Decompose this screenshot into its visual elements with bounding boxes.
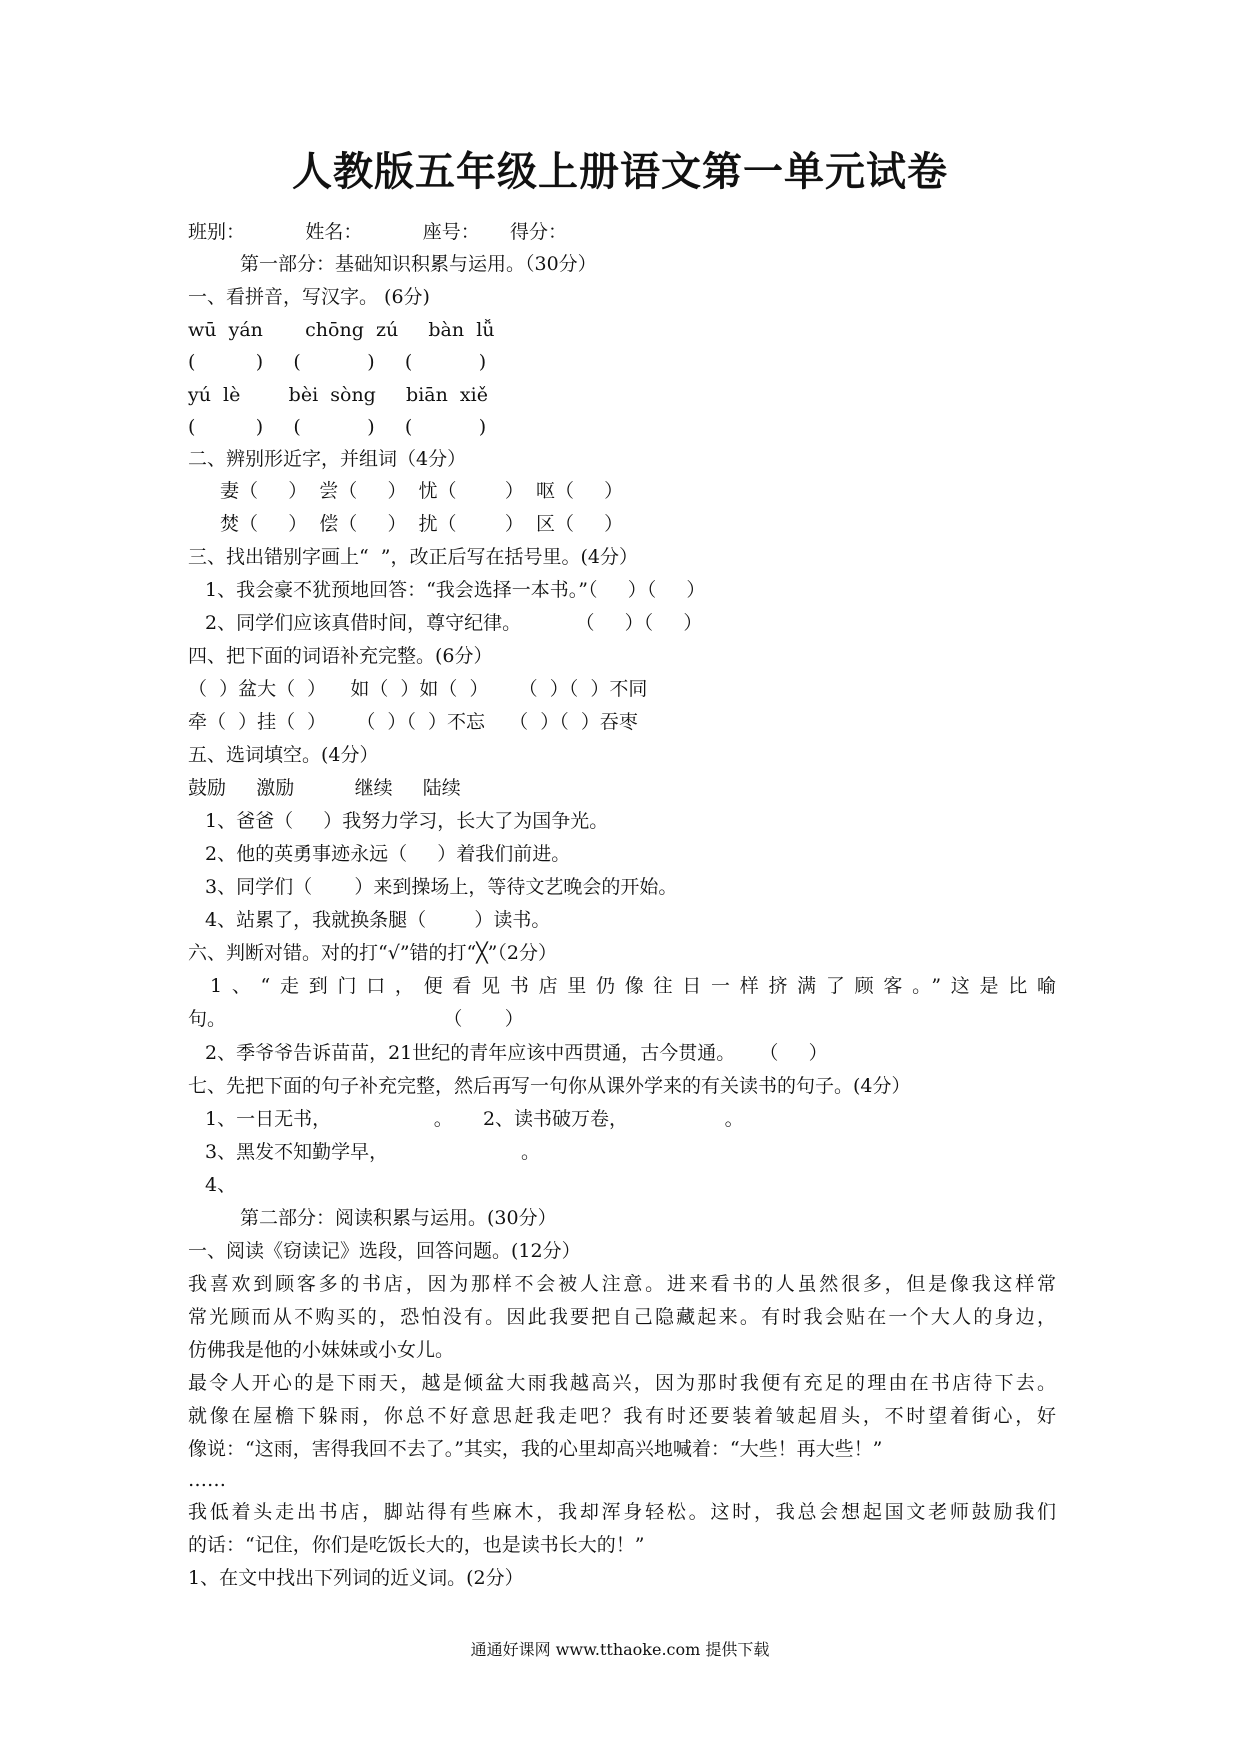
- reading-p2-line1: 最令人开心的是下雨天，越是倾盆大雨我越高兴，因为那时我便有充足的理由在书店待下去。: [188, 1372, 1056, 1394]
- q7-title: 七、先把下面的句子补充完整，然后再写一句你从课外学来的有关读书的句子。(4分）: [188, 1075, 911, 1097]
- q2-row2[interactable]: 焚（ ） 偿（ ） 扰（ ） 区（ ）: [220, 513, 624, 535]
- q6-item1-line2[interactable]: 句。 （ ）: [188, 1008, 524, 1030]
- reading-title: 一、阅读《窃读记》选段，回答问题。(12分）: [188, 1240, 581, 1262]
- header-fields: 班别： 姓名： 座号： 得分：: [188, 221, 567, 243]
- part1-title: 第一部分：基础知识积累与运用。（30分）: [240, 253, 597, 275]
- q2-row1[interactable]: 妻（ ） 尝（ ） 忧（ ） 呕（ ）: [220, 480, 624, 502]
- reading-p3-line2: 的话：“记住，你们是吃饭长大的，也是读书长大的！”: [188, 1534, 645, 1556]
- q1-pinyin-row1: wū yán chōng zú bàn lǚ: [188, 319, 495, 341]
- reading-p1-line1: 我喜欢到顾客多的书店，因为那样不会被人注意。进来看书的人虽然很多，但是像我这样常: [188, 1273, 1056, 1295]
- reading-p2-line2: 就像在屋檐下躲雨，你总不好意思赶我走吧？我有时还要装着皱起眉头，不时望着街心，好: [188, 1405, 1056, 1427]
- q5-words: 鼓励 激励 继续 陆续: [188, 777, 461, 799]
- q3-title: 三、找出错别字画上“ ”，改正后写在括号里。(4分）: [188, 546, 639, 568]
- q5-item1[interactable]: 1、爸爸（ ）我努力学习，长大了为国争光。: [205, 810, 609, 832]
- q6-item2[interactable]: 2、季爷爷告诉苗苗，21世纪的青年应该中西贯通，古今贯通。 （ ）: [205, 1042, 828, 1064]
- q1-title: 一、看拼音，写汉字。 (6分): [188, 286, 430, 308]
- q4-row2[interactable]: 牵（ ）挂（ ） （ ）（ ）不忘 （ ）（ ）吞枣: [188, 711, 638, 733]
- reading-p1-line3: 仿佛我是他的小妹妹或小女儿。: [188, 1339, 455, 1361]
- q5-title: 五、选词填空。(4分）: [188, 744, 379, 766]
- q5-item4[interactable]: 4、站累了，我就换条腿（ ）读书。: [205, 909, 551, 931]
- q4-row1[interactable]: （ ）盆大（ ） 如（ ）如（ ） （ ）（ ）不同: [188, 678, 648, 700]
- reading-p1-line2: 常光顾而从不购买的，恐怕没有。因此我要把自己隐藏起来。有时我会贴在一个大人的身边，: [188, 1306, 1056, 1328]
- q7-item4[interactable]: 4、: [205, 1174, 237, 1196]
- q1-blanks-row1[interactable]: ( ) ( ) ( ): [188, 351, 487, 373]
- page-footer: 通通好课网 www.tthaoke.com 提供下载: [470, 1640, 770, 1659]
- reading-question-1: 1、在文中找出下列词的近义词。(2分）: [188, 1567, 524, 1589]
- q3-item1[interactable]: 1、我会豪不犹预地回答：“我会选择一本书。”（ ）（ ）: [205, 579, 706, 601]
- q1-pinyin-row2: yú lè bèi sòng biān xiě: [188, 384, 488, 406]
- q7-item3[interactable]: 3、黑发不知勤学早， 。: [205, 1141, 540, 1163]
- reading-p2-line3: 像说：“这雨，害得我回不去了。”其实，我的心里却高兴地喊着：“大些！再大些！”: [188, 1438, 883, 1460]
- part2-title: 第二部分：阅读积累与运用。(30分）: [240, 1207, 557, 1229]
- q1-blanks-row2[interactable]: ( ) ( ) ( ): [188, 416, 487, 438]
- q3-item2[interactable]: 2、同学们应该真借时间，尊守纪律。 （ ）（ ）: [205, 612, 703, 634]
- q2-title: 二、辨别形近字，并组词（4分）: [188, 448, 467, 470]
- q5-item3[interactable]: 3、同学们（ ）来到操场上，等待文艺晚会的开始。: [205, 876, 678, 898]
- page-title: 人教版五年级上册语文第一单元试卷: [292, 149, 948, 195]
- reading-p3-line1: 我低着头走出书店，脚站得有些麻木，我却浑身轻松。这时，我总会想起国文老师鼓励我们: [188, 1501, 1056, 1523]
- q7-item1[interactable]: 1、一日无书， 。 2、读书破万卷， 。: [205, 1108, 744, 1130]
- q5-item2[interactable]: 2、他的英勇事迹永远（ ）着我们前进。: [205, 843, 571, 865]
- q6-item1-line1: 1、“走到门口，便看见书店里仍像往日一样挤满了顾客。”这是比喻: [210, 975, 1056, 997]
- reading-ellipsis: ……: [188, 1469, 226, 1491]
- q4-title: 四、把下面的词语补充完整。(6分）: [188, 645, 493, 667]
- q6-title: 六、判断对错。对的打“√”错的打“╳”（2分）: [188, 942, 557, 964]
